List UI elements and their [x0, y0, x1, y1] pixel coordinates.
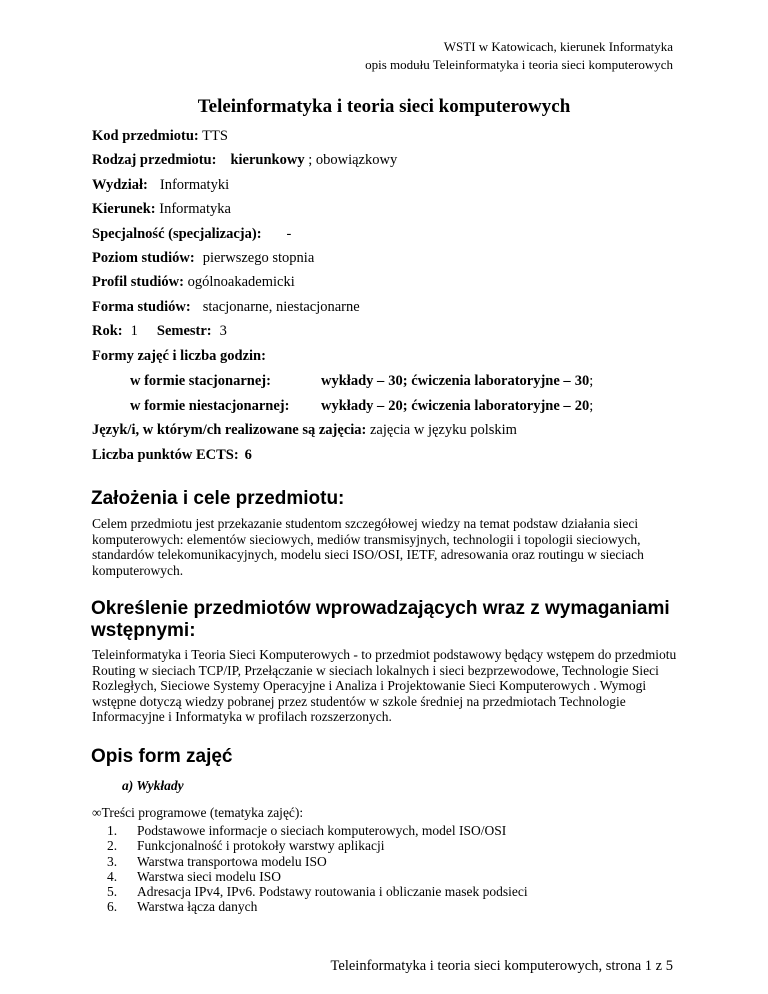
field-rok-semestr — [92, 323, 227, 340]
field-forma — [92, 299, 360, 316]
field-semestr-value: 3 — [219, 323, 227, 339]
list-item-number: 6. — [107, 899, 118, 915]
field-forma-label: Forma studiów: — [92, 299, 191, 315]
hours-stacjonarne — [130, 373, 271, 390]
field-specjalnosc-value: - — [286, 226, 292, 242]
list-item-text: Warstwa sieci modelu ISO — [137, 868, 282, 884]
hours-stacjonarne-label: w formie stacjonarnej: — [130, 373, 271, 389]
section-text-wprowadzajace: Teleinformatyka i Teoria Sieci Komputerowych - to przedmiot podstawowy będący wstępem do przedmiotu Routing w sieciach TCP/IP, Przełączanie w sieciach lokalnych i sieci bezprzewodowe, Technologie Sieci Rozległych, Sieciowe Systemy Operacyjne i Analiza i Projektowanie Sieci Komputerowych . Wymogi wstępne dotyczą wiedzy pobranej przez studentów w szkole średniej na przedmiotach Technologie Informacyjne i Informatyka w profilach rozszerzonych. — [92, 647, 677, 724]
field-kierunek-value: Informatyka — [159, 201, 231, 217]
hours-stacj-end: ; — [589, 373, 594, 389]
hours-niestacj-wyk-value: 20 — [388, 398, 403, 414]
field-wydzial — [92, 177, 229, 194]
list-item-text: Adresacja IPv4, IPv6. Podstawy routowania i obliczanie masek podsieci — [137, 884, 528, 900]
field-ects-label: Liczba punktów ECTS: — [92, 447, 239, 463]
field-ects-value: 6 — [244, 447, 252, 463]
field-jezyk-value: zajęcia w języku polskim — [370, 422, 517, 438]
hours-stacj-cw-label: ; ćwiczenia laboratoryjne – — [402, 373, 571, 389]
hours-stacjonarne-values — [321, 373, 593, 390]
field-kod — [92, 128, 228, 145]
section-text-cele: Celem przedmiotu jest przekazanie studentom szczegółowej wiedzy na temat podstaw działania sieci komputerowych: elementów sieciowych, mediów transmisyjnych, technologii i topologii sieciowych, standardów telekomunikacyjnych, modelu sieci ISO/OSI, IETF, adresowania oraz routingu w sieciach komputerowych. — [92, 516, 644, 578]
field-wydzial-value: Informatyki — [159, 177, 230, 193]
hours-niestacjonarne-values — [321, 398, 593, 415]
hours-niestacjonarne — [130, 398, 289, 415]
list-item-number: 2. — [107, 838, 118, 854]
section-heading-opis-form: Opis form zajęć — [91, 746, 233, 767]
field-ects — [92, 447, 252, 464]
list-item-number: 4. — [107, 868, 118, 884]
list-item-number: 1. — [107, 823, 118, 838]
field-rodzaj-label: Rodzaj przedmiotu: — [92, 152, 217, 168]
list-item-text: Podstawowe informacje o sieciach komputerowych, model ISO/OSI — [137, 823, 507, 838]
running-header-line-1: WSTI w Katowicach, kierunek Informatyka — [443, 39, 673, 54]
hours-niestacj-cw-label: ; ćwiczenia laboratoryjne – — [402, 398, 571, 414]
field-formy-zajec — [92, 348, 266, 365]
field-kierunek — [92, 201, 231, 218]
hours-niestacj-end: ; — [589, 398, 594, 414]
hours-stacj-wyk-label: wykłady – — [321, 373, 385, 389]
section-heading-cele: Założenia i cele przedmiotu: — [91, 488, 345, 509]
topics-list — [92, 823, 528, 915]
field-forma-value: stacjonarne, niestacjonarne — [202, 299, 360, 315]
field-semestr-label: Semestr: — [156, 323, 212, 339]
running-header-line-2: opis modułu Teleinformatyka i teoria sieci komputerowych — [365, 57, 673, 72]
list-item — [92, 838, 528, 853]
list-item-number: 3. — [107, 853, 118, 869]
field-poziom — [92, 250, 314, 267]
hours-niestacj-cw-value: 20 — [574, 398, 590, 414]
hours-niestacj-wyk-label: wykłady – — [321, 398, 385, 414]
field-rok-value: 1 — [130, 323, 138, 339]
list-item — [92, 884, 528, 899]
field-jezyk — [92, 422, 517, 439]
program-content-intro: ∞Treści programowe (tematyka zajęć): — [92, 805, 304, 820]
list-item — [92, 854, 528, 869]
list-item — [92, 899, 528, 914]
field-kod-value: TTS — [202, 128, 228, 144]
document-title: Teleinformatyka i teoria sieci komputerowych — [197, 96, 571, 117]
list-item — [92, 869, 528, 884]
field-jezyk-label: Język/i, w którym/ch realizowane są zajęcia: — [92, 422, 367, 438]
field-kod-label: Kod przedmiotu: — [92, 128, 199, 144]
hours-stacj-cw-value: 30 — [574, 373, 590, 389]
list-item-text: Warstwa łącza danych — [137, 899, 258, 915]
field-formy-label: Formy zajęć i liczba godzin: — [92, 348, 266, 364]
section-heading-wprowadzajace: Określenie przedmiotów wprowadzających wraz z wymaganiami wstępnymi: — [91, 598, 670, 641]
field-profil-value: ogólnoakademicki — [187, 274, 295, 290]
field-poziom-label: Poziom studiów: — [92, 250, 195, 266]
hours-niestacjonarne-label: w formie niestacjonarnej: — [130, 398, 290, 414]
field-specjalnosc — [92, 226, 291, 243]
field-poziom-value: pierwszego stopnia — [202, 250, 315, 266]
field-rok-label: Rok: — [92, 323, 123, 339]
field-kierunek-label: Kierunek: — [92, 201, 156, 217]
field-profil — [92, 274, 295, 291]
field-rodzaj-value-rest: ; obowiązkowy — [308, 152, 398, 168]
subheading-wyklady: a) Wykłady — [122, 778, 184, 793]
field-specjalnosc-label: Specjalność (specjalizacja): — [92, 226, 262, 242]
list-item-text: Funkcjonalność i protokoły warstwy aplikacji — [137, 838, 385, 854]
field-rodzaj-value-bold: kierunkowy — [230, 152, 305, 168]
field-profil-label: Profil studiów: — [92, 274, 184, 290]
field-wydzial-label: Wydział: — [92, 177, 148, 193]
list-item-number: 5. — [107, 884, 118, 900]
list-item — [92, 823, 528, 838]
page-footer: Teleinformatyka i teoria sieci komputerowych, strona 1 z 5 — [330, 958, 673, 974]
list-item-text: Warstwa transportowa modelu ISO — [137, 853, 327, 869]
hours-stacj-wyk-value: 30 — [388, 373, 403, 389]
field-rodzaj — [92, 152, 397, 169]
